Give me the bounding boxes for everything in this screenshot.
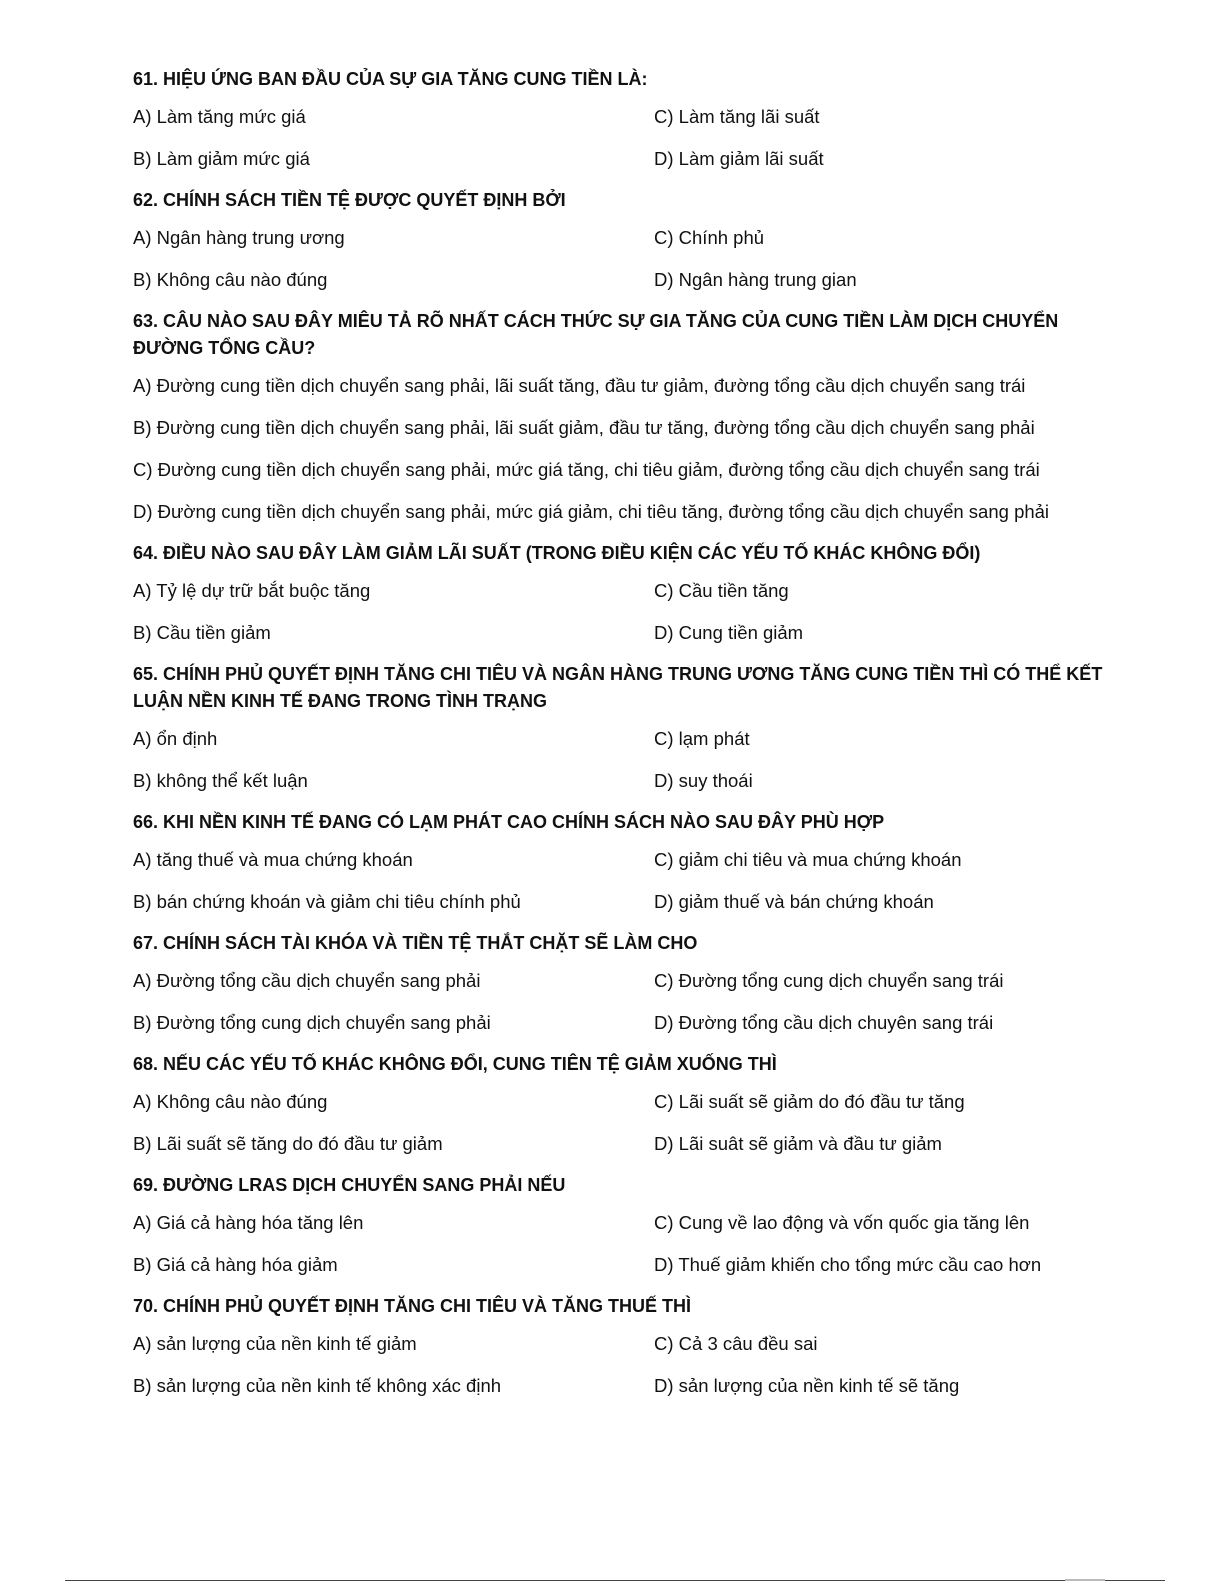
option-d: D) Làm giảm lãi suất: [654, 148, 824, 169]
question-title: 63. CÂU NÀO SAU ĐÂY MIÊU TẢ RÕ NHẤT CÁCH THỨC SỰ GIA TĂNG CỦA CUNG TIỀN LÀM DỊCH CHUYỂN ĐƯỜNG TỔNG CẦU?: [133, 311, 1059, 358]
option-d: D) Ngân hàng trung gian: [654, 269, 857, 290]
question-title: 67. CHÍNH SÁCH TÀI KHÓA VÀ TIỀN TỆ THẮT CHẶT SẼ LÀM CHO: [133, 933, 698, 953]
option-c: C) Cung về lao động và vốn quốc gia tăng lên: [654, 1212, 1030, 1233]
option-b: B) Làm giảm mức giá: [133, 148, 310, 169]
option-d: D) Thuế giảm khiến cho tổng mức cầu cao hơn: [654, 1254, 1042, 1275]
option-c: C) Đường tổng cung dịch chuyển sang trái: [654, 970, 1004, 991]
option-b: B) Không câu nào đúng: [133, 269, 328, 290]
option-c: C) Chính phủ: [654, 227, 765, 248]
option-b: B) Đường cung tiền dịch chuyển sang phải, lãi suất giảm, đầu tư tăng, đường tổng cầu dịch chuyển sang phải: [133, 417, 1035, 438]
question-66: [133, 809, 1103, 914]
option-d: D) Đường cung tiền dịch chuyển sang phải, mức giá giảm, chi tiêu tăng, đường tổng cầu dịch chuyển sang phải: [133, 501, 1050, 522]
question-62: [133, 187, 1103, 292]
answer-options: [133, 1211, 1103, 1277]
option-d: D) sản lượng của nền kinh tế sẽ tăng: [654, 1375, 960, 1396]
option-c: C) Làm tăng lãi suất: [654, 106, 820, 127]
option-a: A) Đường cung tiền dịch chuyển sang phải, lãi suất tăng, đầu tư giảm, đường tổng cầu dịch chuyển sang trái: [133, 375, 1026, 396]
answer-options: [133, 579, 1103, 645]
quiz-page: [133, 66, 1103, 1414]
page-bottom-divider: [65, 1580, 1165, 1581]
question-63: [133, 308, 1103, 524]
option-a: A) Ngân hàng trung ương: [133, 227, 345, 248]
option-c: C) Đường cung tiền dịch chuyển sang phải, mức giá tăng, chi tiêu giảm, đường tổng cầu dịch chuyển sang trái: [133, 459, 1040, 480]
question-title: 64. ĐIỀU NÀO SAU ĐÂY LÀM GIẢM LÃI SUẤT (TRONG ĐIỀU KIỆN CÁC YẾU TỐ KHÁC KHÔNG ĐỔI): [133, 543, 981, 563]
option-a: A) ổn định: [133, 728, 218, 749]
option-c: C) Lãi suất sẽ giảm do đó đầu tư tăng: [654, 1091, 965, 1112]
answer-options: [133, 1090, 1103, 1156]
option-d: D) Đường tổng cầu dịch chuyên sang trái: [654, 1012, 994, 1033]
option-d: D) Lãi suât sẽ giảm và đầu tư giảm: [654, 1133, 942, 1154]
page-bottom-mark: [1065, 1579, 1105, 1581]
option-d: D) Cung tiền giảm: [654, 622, 804, 643]
answer-options: [133, 226, 1103, 292]
question-61: [133, 66, 1103, 171]
answer-options: [133, 727, 1103, 793]
option-c: C) giảm chi tiêu và mua chứng khoán: [654, 849, 962, 870]
option-b: B) Đường tổng cung dịch chuyển sang phải: [133, 1012, 491, 1033]
question-title: 66. KHI NỀN KINH TẾ ĐANG CÓ LẠM PHÁT CAO CHÍNH SÁCH NÀO SAU ĐÂY PHÙ HỢP: [133, 812, 885, 832]
option-a: A) Đường tổng cầu dịch chuyển sang phải: [133, 970, 481, 991]
option-d: D) suy thoái: [654, 770, 753, 791]
question-title: 62. CHÍNH SÁCH TIỀN TỆ ĐƯỢC QUYẾT ĐỊNH BỞI: [133, 190, 566, 210]
option-b: B) Lãi suất sẽ tăng do đó đầu tư giảm: [133, 1133, 443, 1154]
question-69: [133, 1172, 1103, 1277]
option-a: A) Tỷ lệ dự trữ bắt buộc tăng: [133, 580, 371, 601]
option-a: A) tăng thuế và mua chứng khoán: [133, 849, 413, 870]
answer-options: [133, 105, 1103, 171]
question-70: [133, 1293, 1103, 1398]
option-b: B) Cầu tiền giảm: [133, 622, 271, 643]
question-title: 70. CHÍNH PHỦ QUYẾT ĐỊNH TĂNG CHI TIÊU VÀ TĂNG THUẾ THÌ: [133, 1296, 692, 1316]
option-a: A) Làm tăng mức giá: [133, 106, 306, 127]
option-c: C) lạm phát: [654, 728, 750, 749]
answer-options: [133, 1332, 1103, 1398]
option-b: B) không thể kết luận: [133, 770, 308, 791]
answer-options: [133, 969, 1103, 1035]
question-67: [133, 930, 1103, 1035]
question-64: [133, 540, 1103, 645]
question-68: [133, 1051, 1103, 1156]
option-c: C) Cả 3 câu đều sai: [654, 1333, 818, 1354]
question-65: [133, 661, 1103, 793]
question-title: 69. ĐƯỜNG LRAS DỊCH CHUYỂN SANG PHẢI NẾU: [133, 1175, 566, 1195]
option-c: C) Cầu tiền tăng: [654, 580, 789, 601]
option-b: B) sản lượng của nền kinh tế không xác định: [133, 1375, 502, 1396]
option-b: B) bán chứng khoán và giảm chi tiêu chính phủ: [133, 891, 521, 912]
option-a: A) sản lượng của nền kinh tế giảm: [133, 1333, 417, 1354]
option-a: A) Không câu nào đúng: [133, 1091, 328, 1112]
question-title: 68. NẾU CÁC YẾU TỐ KHÁC KHÔNG ĐỔI, CUNG TIÊN TỆ GIẢM XUỐNG THÌ: [133, 1054, 777, 1074]
option-b: B) Giá cả hàng hóa giảm: [133, 1254, 338, 1275]
option-d: D) giảm thuế và bán chứng khoán: [654, 891, 934, 912]
answer-options: [133, 848, 1103, 914]
answer-options: [133, 374, 1103, 524]
option-a: A) Giá cả hàng hóa tăng lên: [133, 1212, 364, 1233]
question-title: 61. HIỆU ỨNG BAN ĐẦU CỦA SỰ GIA TĂNG CUNG TIỀN LÀ:: [133, 69, 648, 89]
question-title: 65. CHÍNH PHỦ QUYẾT ĐỊNH TĂNG CHI TIÊU VÀ NGÂN HÀNG TRUNG ƯƠNG TĂNG CUNG TIỀN THÌ CÓ THỂ KẾT LUẬN NỀN KINH TẾ ĐANG TRONG TÌNH TRẠNG: [133, 664, 1103, 711]
